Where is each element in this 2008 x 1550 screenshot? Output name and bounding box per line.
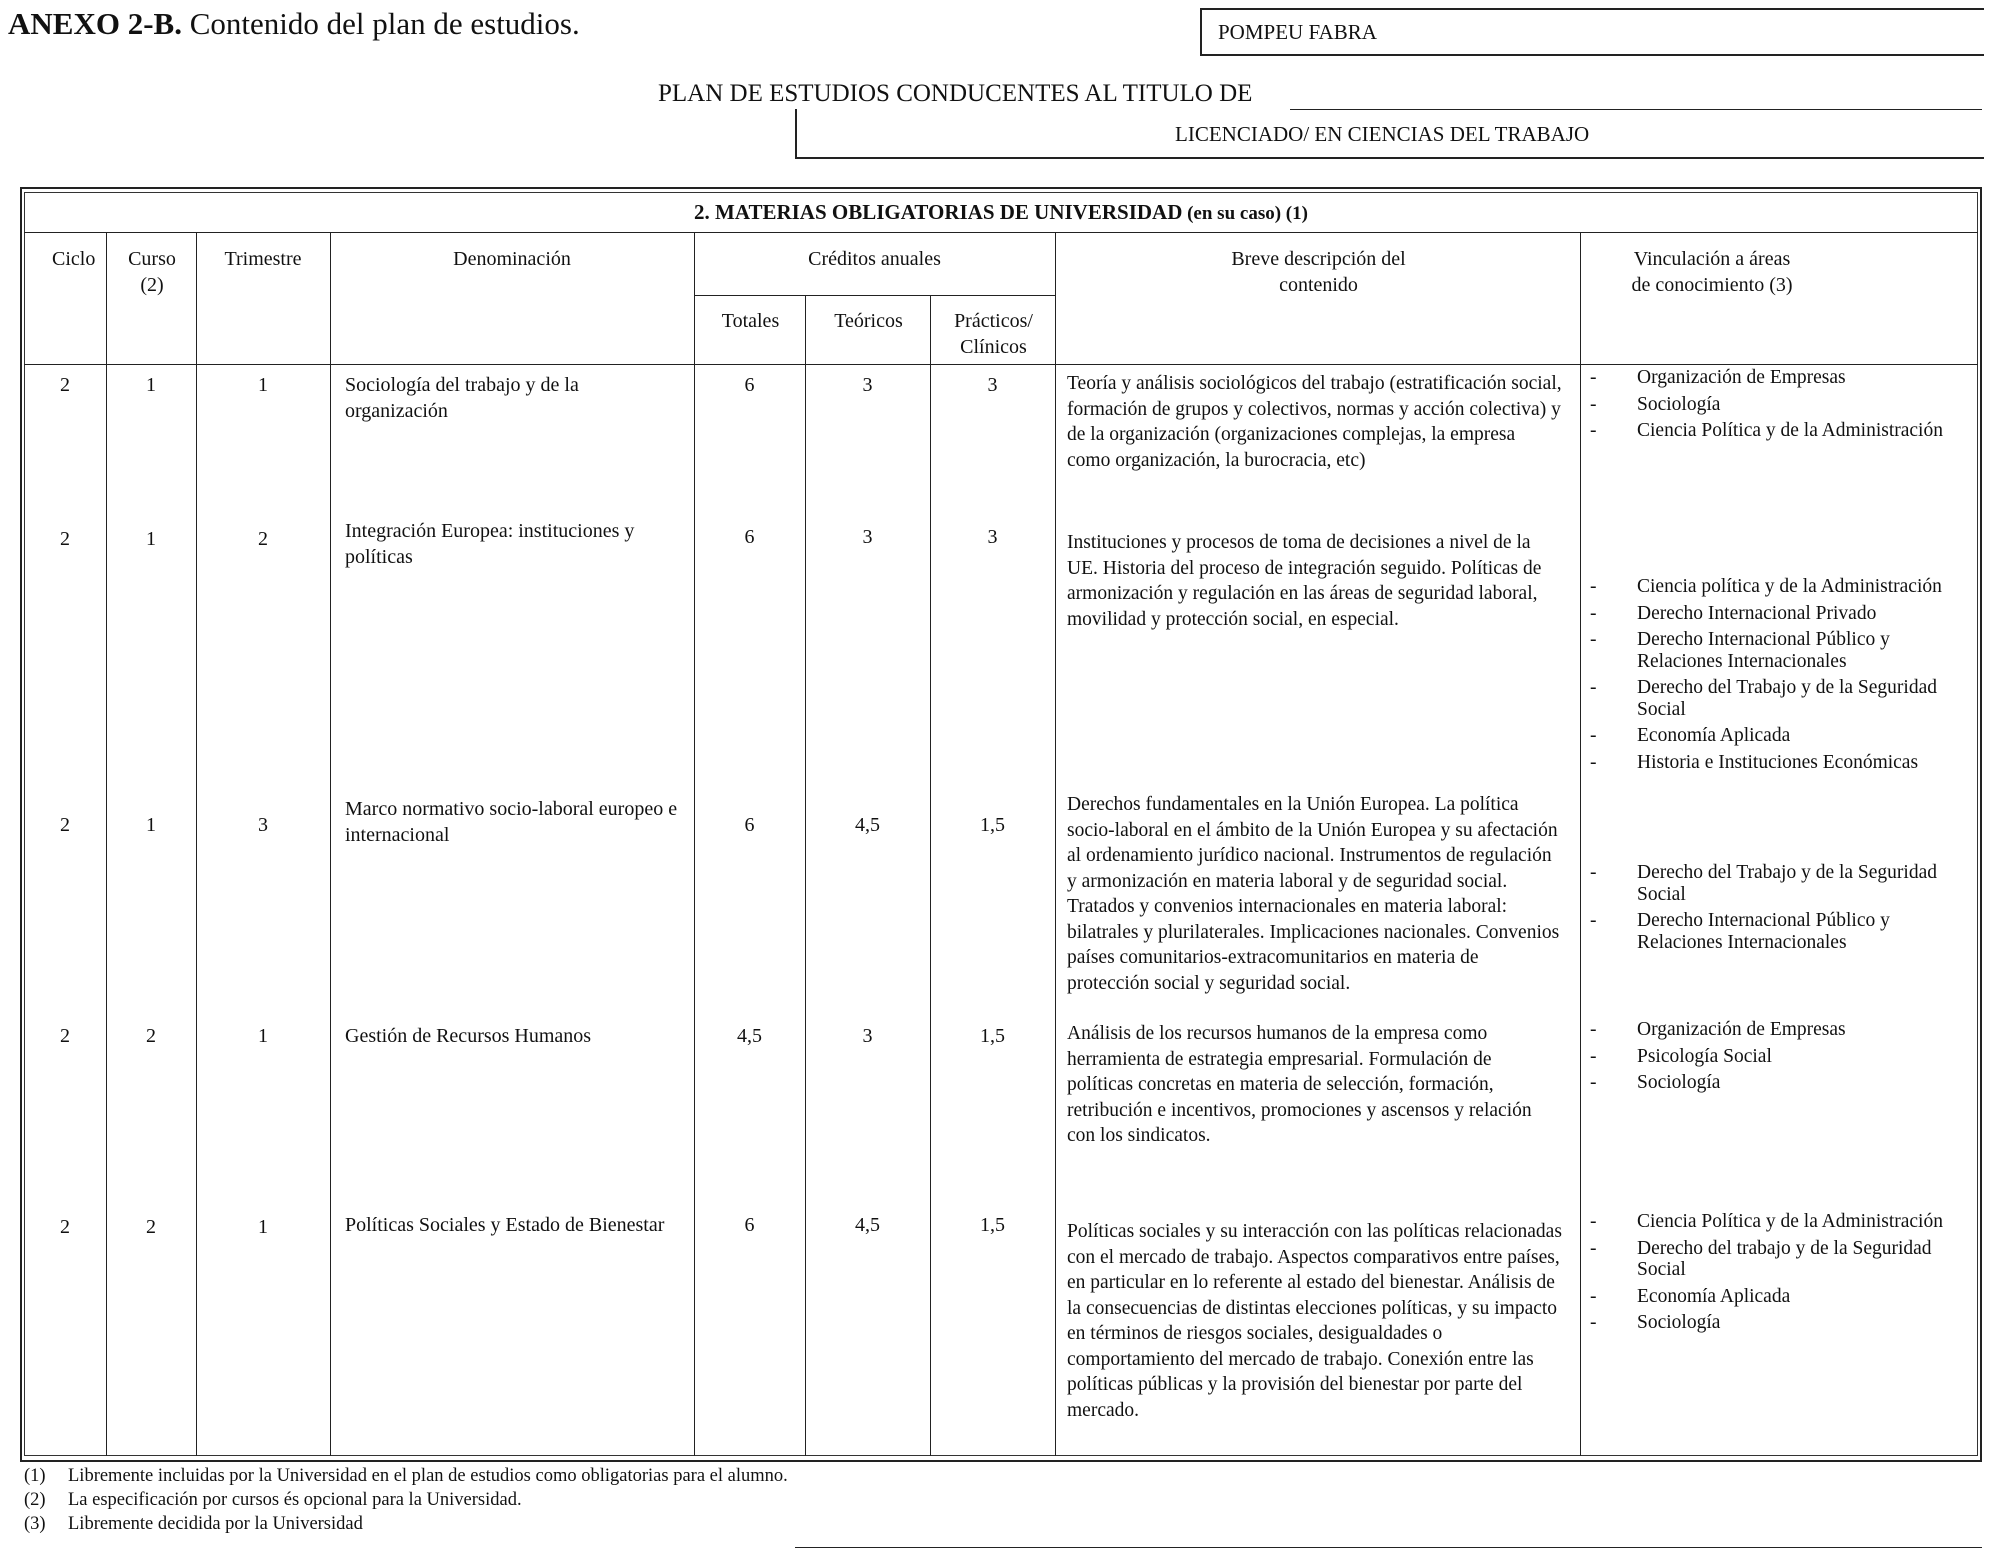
cell-descripcion: Políticas sociales y su interacción con las políticas relacionadas con el mercado de trabajo. Aspectos comparativos entre países, en particular en lo referente al estado del bienestar. Análisis de la consecuencias de distintas elecciones políticas, y su impacto en términos de riesgos sociales, desigualdades o comportamiento del mercado de trabajo. Conexión entre las políticas públicas y la provisión del bienestar por parte del mercado. <box>1067 1221 1562 1421</box>
cell-descripcion: Instituciones y procesos de toma de decisiones a nivel de la UE. Historia del proceso de integración seguido. Políticas de armonización y regulación en las áreas de seguridad laboral, movilidad y protección social, en especial. <box>1067 532 1542 630</box>
footnote: (1) Libremente incluidas por la Universidad en el plan de estudios como obligatorias para el alumno. <box>24 1466 788 1486</box>
col-header-denominacion: Denominación <box>453 248 571 270</box>
area-item: - Derecho del trabajo y de la Seguridad Social <box>1590 1238 1970 1281</box>
area-item: - Derecho del Trabajo y de la Seguridad Social <box>1590 677 1970 720</box>
section-title-divider <box>24 232 1978 233</box>
area-item: - Ciencia Política y de la Administración <box>1590 420 1970 442</box>
col-header-vinculacion: Vinculación a áreas de conocimiento (3) <box>1631 248 1793 296</box>
cell-ciclo: 2 <box>60 1216 70 1238</box>
area-item: - Sociología <box>1590 394 1970 416</box>
cell-trimestre: 1 <box>258 1025 268 1047</box>
cell-denominacion: Sociología del trabajo y de la organización <box>345 374 579 422</box>
col-header-descripcion: Breve descripción del contenido <box>1231 248 1406 296</box>
cell-areas <box>1590 862 1970 958</box>
col-header-creditos: Créditos anuales <box>808 248 941 270</box>
area-item: - Ciencia política y de la Administración <box>1590 576 1970 598</box>
cell-curso: 1 <box>146 374 156 396</box>
area-item: - Economía Aplicada <box>1590 1286 1970 1308</box>
cell-curso: 1 <box>146 814 156 836</box>
cell-totales: 6 <box>744 526 755 548</box>
credits-subheader-divider <box>694 295 1055 296</box>
annex-title: ANEXO 2-B. Contenido del plan de estudios. <box>8 6 580 41</box>
cell-descripcion: Análisis de los recursos humanos de la empresa como herramienta de estrategia empresarial. Formulación de políticas concretas en materia de selección, formación, retribución e incentivos, promociones y ascensos y relación con los sindicatos. <box>1067 1023 1532 1146</box>
cell-denominacion: Integración Europea: instituciones y políticas <box>345 520 635 568</box>
bottom-rule <box>795 1547 1982 1548</box>
area-item: - Ciencia Política y de la Administración <box>1590 1211 1970 1233</box>
cell-totales: 4,5 <box>737 1025 762 1047</box>
cell-practicos: 1,5 <box>980 1025 1005 1047</box>
area-item: - Derecho Internacional Público y Relaciones Internacionales <box>1590 629 1970 672</box>
col-divider-descripcion <box>1580 232 1581 1456</box>
cell-denominacion: Gestión de Recursos Humanos <box>345 1025 592 1047</box>
col-divider-trimestre <box>330 232 331 1456</box>
col-header-trimestre: Trimestre <box>224 248 302 270</box>
cell-trimestre: 1 <box>258 374 268 396</box>
cell-areas <box>1590 1019 1970 1099</box>
col-header-practicos: Prácticos/ Clínicos <box>954 310 1033 358</box>
cell-trimestre: 2 <box>258 528 268 550</box>
col-divider-totales <box>805 295 806 1456</box>
cell-areas <box>1590 367 1970 447</box>
cell-teoricos: 3 <box>862 374 873 396</box>
footnote: (3) Libremente decidida por la Universidad <box>24 1514 363 1534</box>
header-bottom-divider <box>24 364 1978 365</box>
col-header-curso: Curso (2) <box>128 248 176 296</box>
area-item: - Historia e Instituciones Económicas <box>1590 752 1970 774</box>
cell-curso: 2 <box>146 1216 156 1238</box>
plan-title: PLAN DE ESTUDIOS CONDUCENTES AL TITULO DE <box>658 80 1253 107</box>
col-header-totales: Totales <box>721 310 780 332</box>
area-item: - Sociología <box>1590 1312 1970 1334</box>
area-item: - Sociología <box>1590 1072 1970 1094</box>
cell-descripcion: Derechos fundamentales en la Unión Europea. La política socio-laboral en el ámbito de la Unión Europea y su afectación al ordenamiento jurídico nacional. Instrumentos de regulación y armonización en materia laboral y de seguridad social. Tratados y convenios internacionales en materia laboral: bilatrales y plurilaterales. Implicaciones nacionales. Convenios países comunitarios-extracomunitarios en materia de protección social y seguridad social. <box>1067 794 1560 994</box>
cell-practicos: 1,5 <box>980 1214 1005 1236</box>
section-title: 2. MATERIAS OBLIGATORIAS DE UNIVERSIDAD (en su caso) (1) <box>694 200 1308 224</box>
cell-totales: 6 <box>744 814 755 836</box>
footnote: (2) La especificación por cursos és opcional para la Universidad. <box>24 1490 522 1510</box>
cell-teoricos: 3 <box>862 526 873 548</box>
area-item: - Derecho Internacional Privado <box>1590 603 1970 625</box>
university-name: POMPEU FABRA <box>1218 20 1377 44</box>
cell-ciclo: 2 <box>60 374 70 396</box>
cell-ciclo: 2 <box>60 814 70 836</box>
cell-descripcion: Teoría y análisis sociológicos del trabajo (estratificación social, formación de grupos y colectivos, normas y acción colectiva) y de la organización (organizaciones complejas, la empresa como organización, la burocracia, etc) <box>1067 373 1562 471</box>
area-item: - Psicología Social <box>1590 1046 1970 1068</box>
col-header-teoricos: Teóricos <box>834 310 903 332</box>
col-header-ciclo: Ciclo <box>52 248 96 270</box>
col-divider-creditos <box>1055 232 1056 1456</box>
cell-curso: 2 <box>146 1025 156 1047</box>
cell-practicos: 1,5 <box>980 814 1005 836</box>
cell-totales: 6 <box>744 374 755 396</box>
cell-trimestre: 1 <box>258 1216 268 1238</box>
cell-curso: 1 <box>146 528 156 550</box>
cell-ciclo: 2 <box>60 1025 70 1047</box>
col-divider-denominacion <box>694 232 695 1456</box>
cell-trimestre: 3 <box>258 814 268 836</box>
col-divider-teoricos <box>930 295 931 1456</box>
cell-totales: 6 <box>744 1214 755 1236</box>
area-item: - Organización de Empresas <box>1590 1019 1970 1041</box>
cell-denominacion: Políticas Sociales y Estado de Bienestar <box>345 1214 665 1236</box>
degree-title: LICENCIADO/ EN CIENCIAS DEL TRABAJO <box>1175 122 1590 146</box>
cell-teoricos: 4,5 <box>855 1214 880 1236</box>
cell-ciclo: 2 <box>60 528 70 550</box>
col-divider-curso <box>196 232 197 1456</box>
cell-practicos: 3 <box>987 526 998 548</box>
area-item: - Economía Aplicada <box>1590 725 1970 747</box>
area-item: - Derecho Internacional Público y Relaciones Internacionales <box>1590 910 1970 953</box>
cell-teoricos: 3 <box>862 1025 873 1047</box>
col-divider-ciclo <box>106 232 107 1456</box>
area-item: - Organización de Empresas <box>1590 367 1970 389</box>
cell-areas <box>1590 1211 1970 1339</box>
cell-areas <box>1590 576 1970 778</box>
area-item: - Derecho del Trabajo y de la Seguridad Social <box>1590 862 1970 905</box>
cell-denominacion: Marco normativo socio-laboral europeo e internacional <box>345 798 678 846</box>
cell-practicos: 3 <box>987 374 998 396</box>
cell-teoricos: 4,5 <box>855 814 880 836</box>
